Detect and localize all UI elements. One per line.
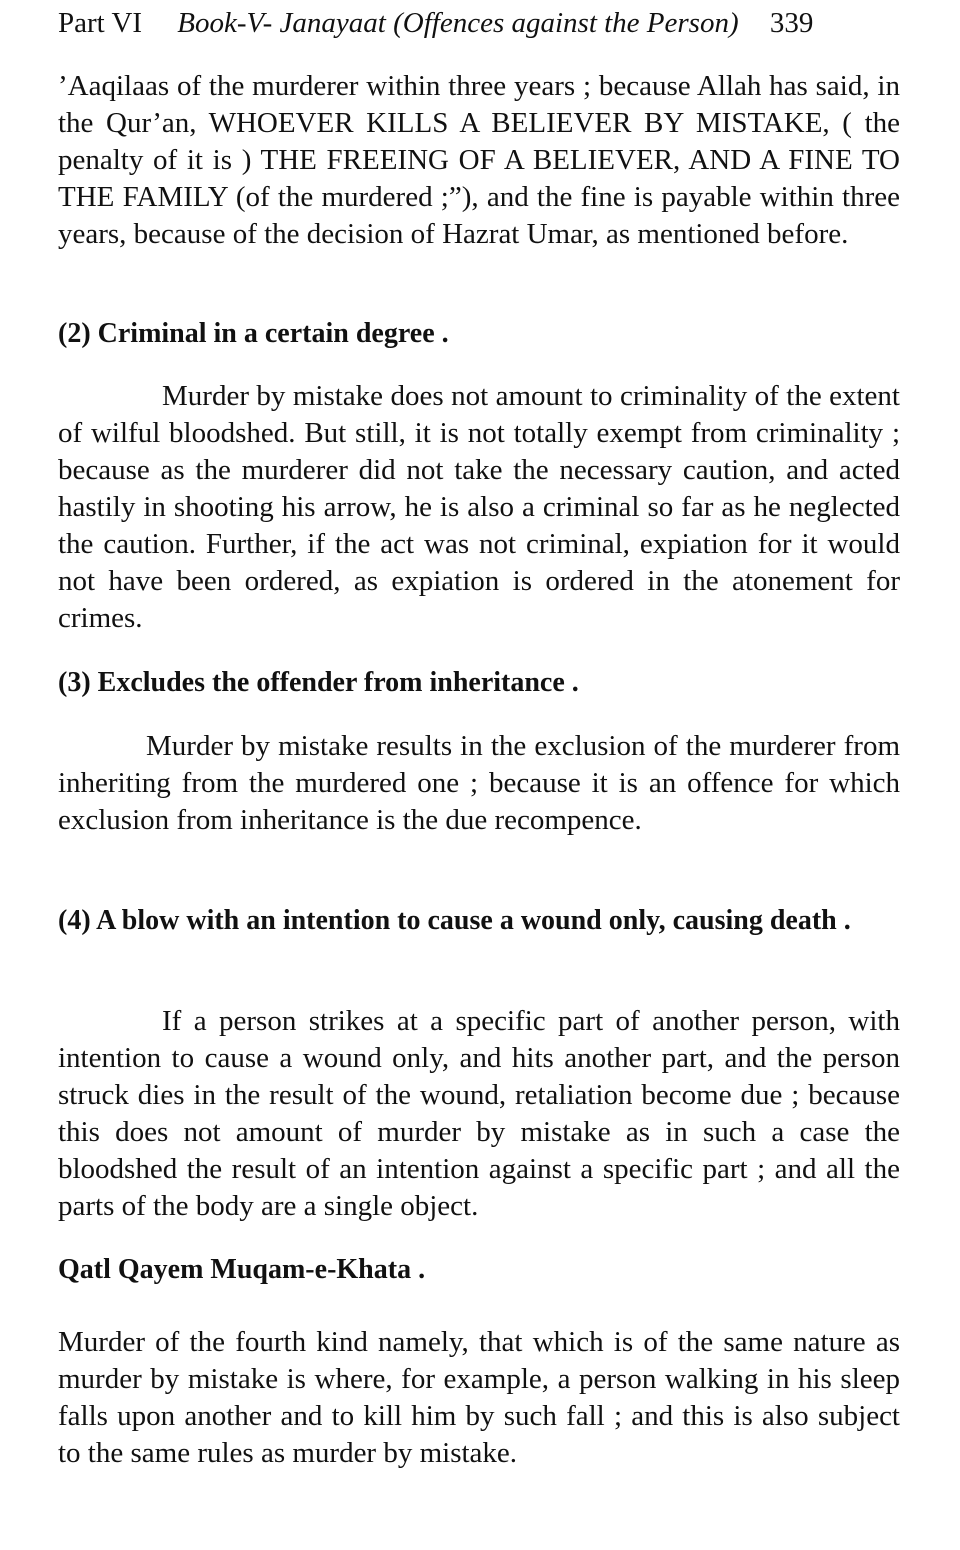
heading-blow-intention: (4) A blow with an intention to cause a wound only, causing death . <box>58 905 851 936</box>
page-number: 339 <box>769 7 814 39</box>
heading-criminal-degree: (2) Criminal in a certain degree . <box>58 318 449 349</box>
paragraph-fourth-kind: Murder of the fourth kind namely, that which is of the same nature as murder by mistake is where, for example, a person walking in his sleep falls upon another and to kill him by such fall ; and this is also subject to the same rules as murder by mistake. <box>58 1326 900 1469</box>
book-title: Book-V- Janayaat (Offences against the Person) <box>177 7 739 39</box>
heading-qatl-qayem: Qatl Qayem Muqam-e-Khata . <box>58 1254 426 1285</box>
paragraph-criminality: Murder by mistake does not amount to criminality of the extent of wilful bloodshed. But still, it is not totally exempt from criminality ; because as the murderer did not take the necessary caution, and acted hastily in shooting his arrow, he is also a criminal so far as he neglected the caution. Further, if the act was not criminal, expiation for it would not have been ordered, as expiation is ordered in the atonement for crimes. <box>58 380 900 634</box>
part-label: Part VI <box>58 7 143 39</box>
paragraph-blow: If a person strikes at a specific part of another person, with intention to cause a wound only, and hits another part, and the person struck dies in the result of the wound, retaliation become due ; because this does not amount of murder by mistake as in such a case the bloodshed the result of an intention against a specific part ; and all the parts of the body are a single object. <box>58 1005 900 1222</box>
paragraph-inheritance: Murder by mistake results in the exclusion of the murderer from inheriting from the murdered one ; because it is an offence for which exclusion from inheritance is the due recompence. <box>58 730 900 836</box>
paragraph-aaqilaas: ’Aaqilaas of the murderer within three years ; because Allah has said, in the Qur’an, WHOEVER KILLS A BELIEVER BY MISTAKE, ( the penalty of it is ) THE FREEING OF A BELIEVER, AND A FINE TO THE FAMILY (of the murdered ;”), and the fine is payable within three years, because of the decision of Hazrat Umar, as mentioned before. <box>58 70 900 250</box>
running-header <box>58 6 813 40</box>
heading-excludes-inheritance: (3) Excludes the offender from inheritance . <box>58 667 579 698</box>
